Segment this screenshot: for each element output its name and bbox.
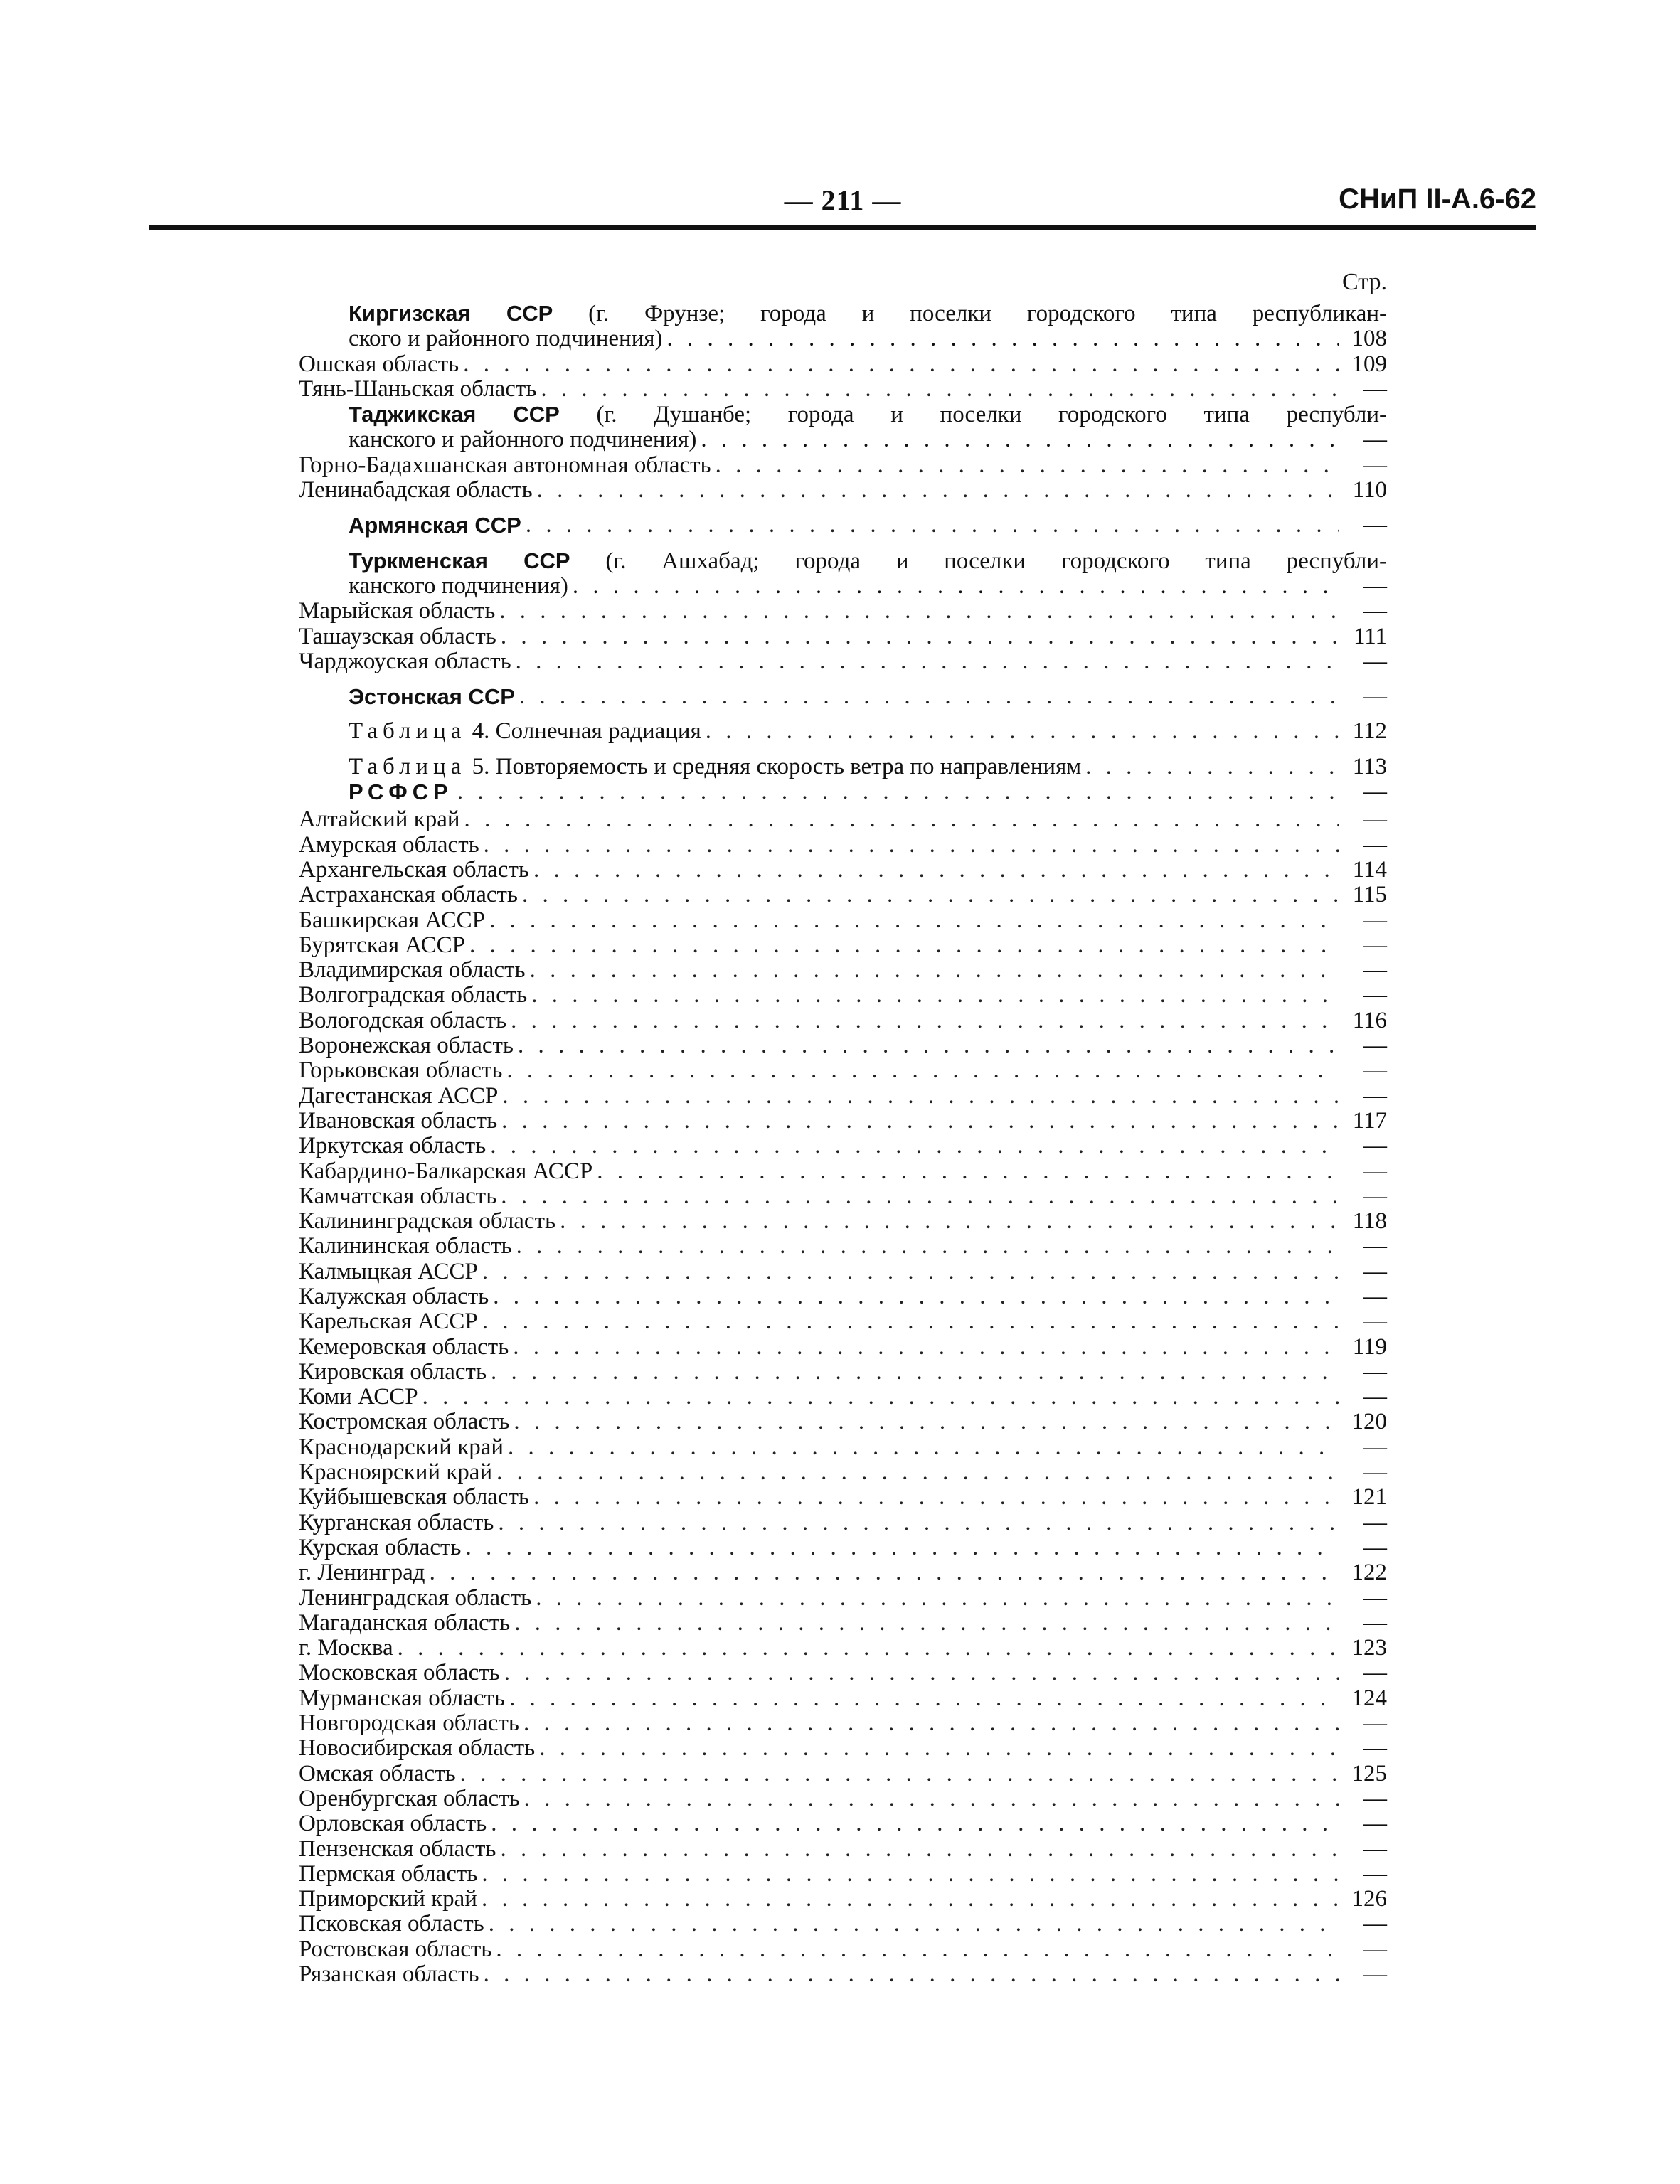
leader-dots xyxy=(537,478,1339,503)
toc-entry-label: Рязанская область xyxy=(299,1961,479,1987)
leader-dots xyxy=(533,858,1339,883)
page-ref: — xyxy=(1363,648,1387,674)
toc-entry xyxy=(299,908,1387,933)
turkmen-entries xyxy=(299,599,1387,674)
leader-dots xyxy=(491,1811,1339,1836)
toc-entry-label: Калмыцкая АССР xyxy=(299,1258,478,1284)
page-ref: — xyxy=(1363,1158,1387,1184)
page-ref: 124 xyxy=(1351,1685,1387,1711)
toc-entry-label: Калининградская область xyxy=(299,1208,556,1235)
toc-entry xyxy=(299,1686,1387,1711)
toc-entry-label: Дагестанская АССР xyxy=(299,1082,499,1109)
leader-dots xyxy=(524,1786,1339,1811)
toc-entry xyxy=(299,377,1387,402)
toc-entry-label: Горьковская область xyxy=(299,1058,503,1084)
toc-entry-label: Ошская область xyxy=(299,351,459,377)
leader-dots xyxy=(501,624,1339,649)
toc-entry-label: Марыйская область xyxy=(299,598,496,624)
toc-entry xyxy=(299,1460,1387,1485)
toc-entry-label: Архангельская область xyxy=(299,856,529,883)
toc-entry-label: Камчатская область xyxy=(299,1183,497,1209)
section-tajik-desc2: канского и районного подчинения) xyxy=(349,427,697,453)
page-ref: 114 xyxy=(1352,856,1387,883)
page-ref: — xyxy=(1363,982,1387,1008)
toc-entry-label: Чарджоуская область xyxy=(299,648,511,674)
toc-entry xyxy=(299,1560,1387,1585)
toc-entry xyxy=(299,1837,1387,1862)
leader-dots xyxy=(460,1762,1339,1786)
page-number: — 211 — xyxy=(784,184,902,216)
page-ref: — xyxy=(1363,1534,1387,1560)
toc-entry-label: Ташаузская область xyxy=(299,623,496,649)
page-ref: — xyxy=(1363,1384,1387,1410)
toc-entry-label: Орловская область xyxy=(299,1811,487,1837)
toc-entry-label: Ростовская область xyxy=(299,1936,492,1962)
toc-entry xyxy=(299,1811,1387,1836)
leader-dots xyxy=(516,1234,1339,1259)
toc-entry xyxy=(299,1259,1387,1284)
leader-dots xyxy=(1085,755,1339,779)
page-ref: — xyxy=(1363,1233,1387,1259)
leader-dots xyxy=(482,1259,1339,1284)
table-4-title: 4. Солнечная радиация xyxy=(472,718,701,745)
leader-dots xyxy=(508,1435,1339,1460)
leader-dots xyxy=(536,1586,1339,1611)
leader-dots xyxy=(482,1862,1339,1887)
toc-entry-label: Новосибирская область xyxy=(299,1735,536,1762)
toc-entry-label: Кабардино-Балкарская АССР xyxy=(299,1158,593,1184)
page-ref: — xyxy=(1363,512,1387,538)
toc-entry-label: Вологодская область xyxy=(299,1007,507,1033)
page-ref: 125 xyxy=(1351,1760,1387,1786)
toc-entry-label: Псковская область xyxy=(299,1911,484,1937)
section-kirgiz-line2 xyxy=(299,326,1387,351)
toc-entry-label: Кемеровская область xyxy=(299,1333,509,1360)
page-ref: — xyxy=(1363,1735,1387,1762)
toc-entry-label: г. Ленинград xyxy=(299,1560,425,1586)
toc-entry xyxy=(299,649,1387,674)
page-column-header: Стр. xyxy=(1341,269,1387,295)
toc-entry-label: Кировская область xyxy=(299,1358,487,1385)
toc-entry-label: Карельская АССР xyxy=(299,1309,478,1335)
toc-entry-label: Новгородская область xyxy=(299,1710,519,1737)
toc-entry xyxy=(299,1611,1387,1636)
leader-dots xyxy=(469,933,1339,958)
leader-dots xyxy=(514,1410,1339,1434)
page-ref: — xyxy=(1363,1584,1387,1611)
toc-entry xyxy=(299,883,1387,907)
toc-entry-label: Коми АССР xyxy=(299,1384,418,1410)
toc-entry xyxy=(299,1862,1387,1887)
page-ref: — xyxy=(1363,683,1387,710)
toc-entry xyxy=(299,1209,1387,1234)
page-ref: — xyxy=(1363,1459,1387,1486)
toc-entry xyxy=(299,1385,1387,1410)
toc-entry xyxy=(299,958,1387,983)
toc-entry-label: Ленинградская область xyxy=(299,1584,532,1611)
toc-entry xyxy=(299,1962,1387,1987)
toc-entry-label: Волгоградская область xyxy=(299,982,528,1008)
table-5-prefix: Таблица xyxy=(349,753,467,779)
toc-entry xyxy=(299,1786,1387,1811)
page-ref: — xyxy=(1363,779,1387,805)
leader-dots xyxy=(506,1058,1339,1083)
section-turkmen-line2 xyxy=(299,574,1387,599)
header-rule xyxy=(149,225,1536,230)
page-ref: — xyxy=(1363,427,1387,453)
page-ref: — xyxy=(1363,375,1387,402)
leader-dots xyxy=(463,352,1339,377)
toc-entry xyxy=(299,1661,1387,1685)
section-tajik-line2 xyxy=(299,427,1387,452)
leader-dots xyxy=(531,983,1339,1008)
toc-entry-label: Алтайский край xyxy=(299,806,460,833)
page-ref: — xyxy=(1363,1058,1387,1084)
table-5-title: 5. Повторяемость и средняя скорость ветра по направлениям xyxy=(472,753,1082,779)
toc-entry xyxy=(299,1586,1387,1611)
page-ref: — xyxy=(1363,1785,1387,1811)
page-ref: 120 xyxy=(1351,1409,1387,1435)
page-ref: — xyxy=(1363,932,1387,958)
page-ref: — xyxy=(1363,806,1387,833)
toc-entry-label: Воронежская область xyxy=(299,1033,514,1059)
tajik-entries xyxy=(299,453,1387,504)
page-ref: — xyxy=(1363,1358,1387,1385)
leader-dots xyxy=(398,1636,1339,1661)
toc-entry xyxy=(299,599,1387,624)
leader-dots xyxy=(522,883,1339,907)
toc-entry-label: Омская область xyxy=(299,1760,456,1786)
toc-entry xyxy=(299,1058,1387,1083)
toc-entry xyxy=(299,1912,1387,1937)
section-armenia-title: Армянская ССР xyxy=(349,513,521,538)
page-ref: — xyxy=(1363,1434,1387,1460)
toc-entry xyxy=(299,1109,1387,1134)
leader-dots xyxy=(597,1159,1339,1184)
toc-entry-label: Московская область xyxy=(299,1660,500,1686)
toc-entry-label: Краснодарский край xyxy=(299,1434,504,1460)
leader-dots xyxy=(530,958,1339,983)
page-ref: — xyxy=(1363,1309,1387,1335)
page-ref: 111 xyxy=(1353,623,1387,649)
page-ref: 117 xyxy=(1352,1107,1387,1134)
page-ref: — xyxy=(1363,1258,1387,1284)
toc-entry-label: Пермская область xyxy=(299,1860,478,1887)
section-tajik-line1 xyxy=(299,402,1387,427)
section-turkmen-title: Туркменская ССР xyxy=(349,548,570,573)
leader-dots xyxy=(484,833,1339,858)
page-ref: 110 xyxy=(1352,477,1387,504)
leader-dots xyxy=(533,1485,1339,1510)
toc-entry-label: Горно-Бадахшанская автономная область xyxy=(299,452,711,478)
toc-entry xyxy=(299,858,1387,883)
leader-dots xyxy=(484,1962,1339,1987)
section-kirgiz-desc2: ского и районного подчинения) xyxy=(349,326,663,352)
toc-entry-label: Амурская область xyxy=(299,831,479,858)
toc-entry-label: Курганская область xyxy=(299,1509,494,1535)
table-of-contents xyxy=(299,267,1387,1987)
leader-dots xyxy=(493,1284,1339,1309)
toc-entry xyxy=(299,1485,1387,1510)
page-ref: 116 xyxy=(1352,1007,1387,1033)
toc-entry-label: Пензенская область xyxy=(299,1836,496,1862)
leader-dots xyxy=(509,1686,1339,1711)
toc-entry-label: Ленинабадская область xyxy=(299,477,533,504)
toc-entry xyxy=(299,478,1387,503)
toc-entry xyxy=(299,1284,1387,1309)
section-armenia xyxy=(299,513,1387,538)
page-ref: 123 xyxy=(1351,1635,1387,1661)
toc-entry xyxy=(299,1762,1387,1786)
toc-entry-label: Приморский край xyxy=(299,1886,477,1912)
toc-entry xyxy=(299,1033,1387,1058)
section-turkmen xyxy=(299,548,1387,600)
toc-entry xyxy=(299,933,1387,958)
toc-entry-label: Калужская область xyxy=(299,1283,489,1309)
page-ref: 112 xyxy=(1352,718,1387,745)
leader-dots xyxy=(489,908,1339,933)
leader-dots xyxy=(514,1611,1339,1636)
leader-dots xyxy=(489,1912,1339,1937)
leader-dots xyxy=(422,1385,1339,1410)
leader-dots xyxy=(560,1209,1339,1234)
toc-entry xyxy=(299,983,1387,1008)
page-ref: — xyxy=(1363,957,1387,984)
table-5-entry xyxy=(299,755,1387,779)
page-ref: — xyxy=(1363,1133,1387,1159)
leader-dots xyxy=(519,684,1339,709)
table-5-label xyxy=(349,755,1081,779)
leader-dots xyxy=(706,719,1339,744)
leader-dots xyxy=(501,1109,1339,1134)
leader-dots xyxy=(491,1360,1339,1385)
leader-dots xyxy=(500,1837,1339,1862)
toc-entry-label: Владимирская область xyxy=(299,957,526,984)
leader-dots xyxy=(504,1661,1339,1685)
leader-dots xyxy=(701,427,1339,452)
leader-dots xyxy=(496,1937,1339,1962)
toc-entry-label: Костромская область xyxy=(299,1409,510,1435)
toc-entry-label: Калининская область xyxy=(299,1233,512,1259)
leader-dots xyxy=(430,1560,1339,1585)
section-tajik-desc: (г. Душанбе; города и поселки городского типа республи- xyxy=(596,402,1387,428)
toc-entry xyxy=(299,624,1387,649)
leader-dots xyxy=(466,1535,1339,1560)
leader-dots xyxy=(498,1511,1339,1535)
page-ref: — xyxy=(1363,1911,1387,1937)
page-ref: — xyxy=(1363,1183,1387,1209)
page-ref: 115 xyxy=(1352,882,1387,908)
section-turkmen-desc: (г. Ашхабад; города и поселки городского типа республи- xyxy=(605,548,1387,574)
toc-entry xyxy=(299,1535,1387,1560)
page-ref: — xyxy=(1363,1509,1387,1535)
document-code: СНиП II-А.6-62 xyxy=(1339,183,1536,215)
toc-entry xyxy=(299,1335,1387,1360)
toc-entry-label: Куйбышевская область xyxy=(299,1484,530,1511)
section-tajik xyxy=(299,402,1387,453)
page-ref: 119 xyxy=(1352,1333,1387,1360)
page-ref: — xyxy=(1363,1836,1387,1862)
leader-dots xyxy=(513,1335,1339,1360)
page-ref: 121 xyxy=(1351,1484,1387,1511)
toc-entry xyxy=(299,1309,1387,1334)
leader-dots xyxy=(526,513,1339,538)
toc-entry xyxy=(299,833,1387,858)
page-ref: — xyxy=(1363,1283,1387,1309)
toc-entry-label: Иркутская область xyxy=(299,1133,487,1159)
leader-dots xyxy=(496,1460,1339,1485)
toc-entry xyxy=(299,352,1387,377)
page-ref: 122 xyxy=(1351,1560,1387,1586)
page-ref: — xyxy=(1363,1609,1387,1636)
page-ref: 108 xyxy=(1351,326,1387,352)
toc-entry xyxy=(299,807,1387,832)
leader-dots xyxy=(490,1134,1339,1158)
rsfsr-entries xyxy=(299,807,1387,1987)
toc-entry xyxy=(299,1435,1387,1460)
section-kirgiz-title: Киргизская ССР xyxy=(349,301,553,326)
section-kirgiz-line1 xyxy=(299,301,1387,326)
page-header xyxy=(149,178,1536,228)
page-ref: 113 xyxy=(1352,753,1387,779)
toc-entry xyxy=(299,1736,1387,1761)
toc-entry xyxy=(299,1134,1387,1158)
toc-entry-label: Красноярский край xyxy=(299,1459,493,1486)
page-ref: 109 xyxy=(1351,351,1387,377)
page-ref: 118 xyxy=(1352,1208,1387,1235)
page-ref: — xyxy=(1363,907,1387,933)
page-ref: — xyxy=(1363,1811,1387,1837)
section-estonia xyxy=(299,684,1387,709)
toc-entry-label: Мурманская область xyxy=(299,1685,505,1711)
toc-entry xyxy=(299,1234,1387,1259)
leader-dots xyxy=(482,1309,1339,1334)
page-ref: — xyxy=(1363,831,1387,858)
leader-dots xyxy=(523,1711,1339,1736)
page-ref: — xyxy=(1363,1961,1387,1987)
toc-entry-label: Магаданская область xyxy=(299,1609,511,1636)
leader-dots xyxy=(511,1008,1339,1033)
toc-entry xyxy=(299,1937,1387,1962)
toc-entry xyxy=(299,1159,1387,1184)
toc-entry xyxy=(299,1084,1387,1109)
leader-dots xyxy=(502,1084,1339,1109)
toc-entry-label: Оренбургская область xyxy=(299,1785,520,1811)
leader-dots xyxy=(541,377,1339,402)
table-4-label xyxy=(349,719,701,744)
section-rsfsr-title: РСФСР xyxy=(349,779,453,805)
toc-entry-label: Ивановская область xyxy=(299,1107,498,1134)
section-rsfsr xyxy=(299,779,1387,804)
toc-entry xyxy=(299,1511,1387,1535)
toc-entry-label: Курская область xyxy=(299,1534,462,1560)
page-ref: — xyxy=(1363,1082,1387,1109)
leader-dots xyxy=(464,807,1339,832)
section-turkmen-desc2: канского подчинения) xyxy=(349,572,568,599)
kirgiz-entries xyxy=(299,352,1387,403)
leader-dots xyxy=(501,1184,1339,1209)
leader-dots xyxy=(457,779,1339,804)
toc-entry xyxy=(299,1410,1387,1434)
page-ref: — xyxy=(1363,598,1387,624)
leader-dots xyxy=(518,1033,1339,1058)
table-4-prefix: Таблица xyxy=(349,718,467,745)
toc-entry xyxy=(299,1711,1387,1736)
toc-entry-label: Тянь-Шаньская область xyxy=(299,375,537,402)
page-ref: — xyxy=(1363,1860,1387,1887)
toc-entry-label: Башкирская АССР xyxy=(299,907,486,933)
toc-entry xyxy=(299,1636,1387,1661)
toc-entry xyxy=(299,453,1387,478)
leader-dots xyxy=(716,453,1339,478)
page-ref: — xyxy=(1363,1660,1387,1686)
page-ref: — xyxy=(1363,1936,1387,1962)
page-ref: 126 xyxy=(1351,1886,1387,1912)
page-ref: — xyxy=(1363,1033,1387,1059)
toc-entry xyxy=(299,1887,1387,1912)
section-turkmen-line1 xyxy=(299,548,1387,574)
toc-entry xyxy=(299,1184,1387,1209)
page-ref: — xyxy=(1363,452,1387,478)
leader-dots xyxy=(499,599,1339,624)
table-4-entry xyxy=(299,719,1387,744)
toc-entry xyxy=(299,1360,1387,1385)
toc-entry xyxy=(299,1008,1387,1033)
section-kirgiz-desc: (г. Фрунзе; города и поселки городского типа республикан- xyxy=(588,301,1388,326)
section-kirgiz xyxy=(299,301,1387,352)
section-tajik-title: Таджикская ССР xyxy=(349,402,560,427)
leader-dots xyxy=(516,649,1339,674)
section-estonia-title: Эстонская ССР xyxy=(349,684,515,710)
leader-dots xyxy=(573,574,1339,599)
leader-dots xyxy=(667,326,1339,351)
leader-dots xyxy=(482,1887,1339,1912)
toc-entry-label: Астраханская область xyxy=(299,882,518,908)
leader-dots xyxy=(539,1736,1339,1761)
toc-entry-label: Бурятская АССР xyxy=(299,932,465,958)
page-ref: — xyxy=(1363,1710,1387,1737)
page-ref: — xyxy=(1363,572,1387,599)
toc-entry-label: г. Москва xyxy=(299,1635,393,1661)
